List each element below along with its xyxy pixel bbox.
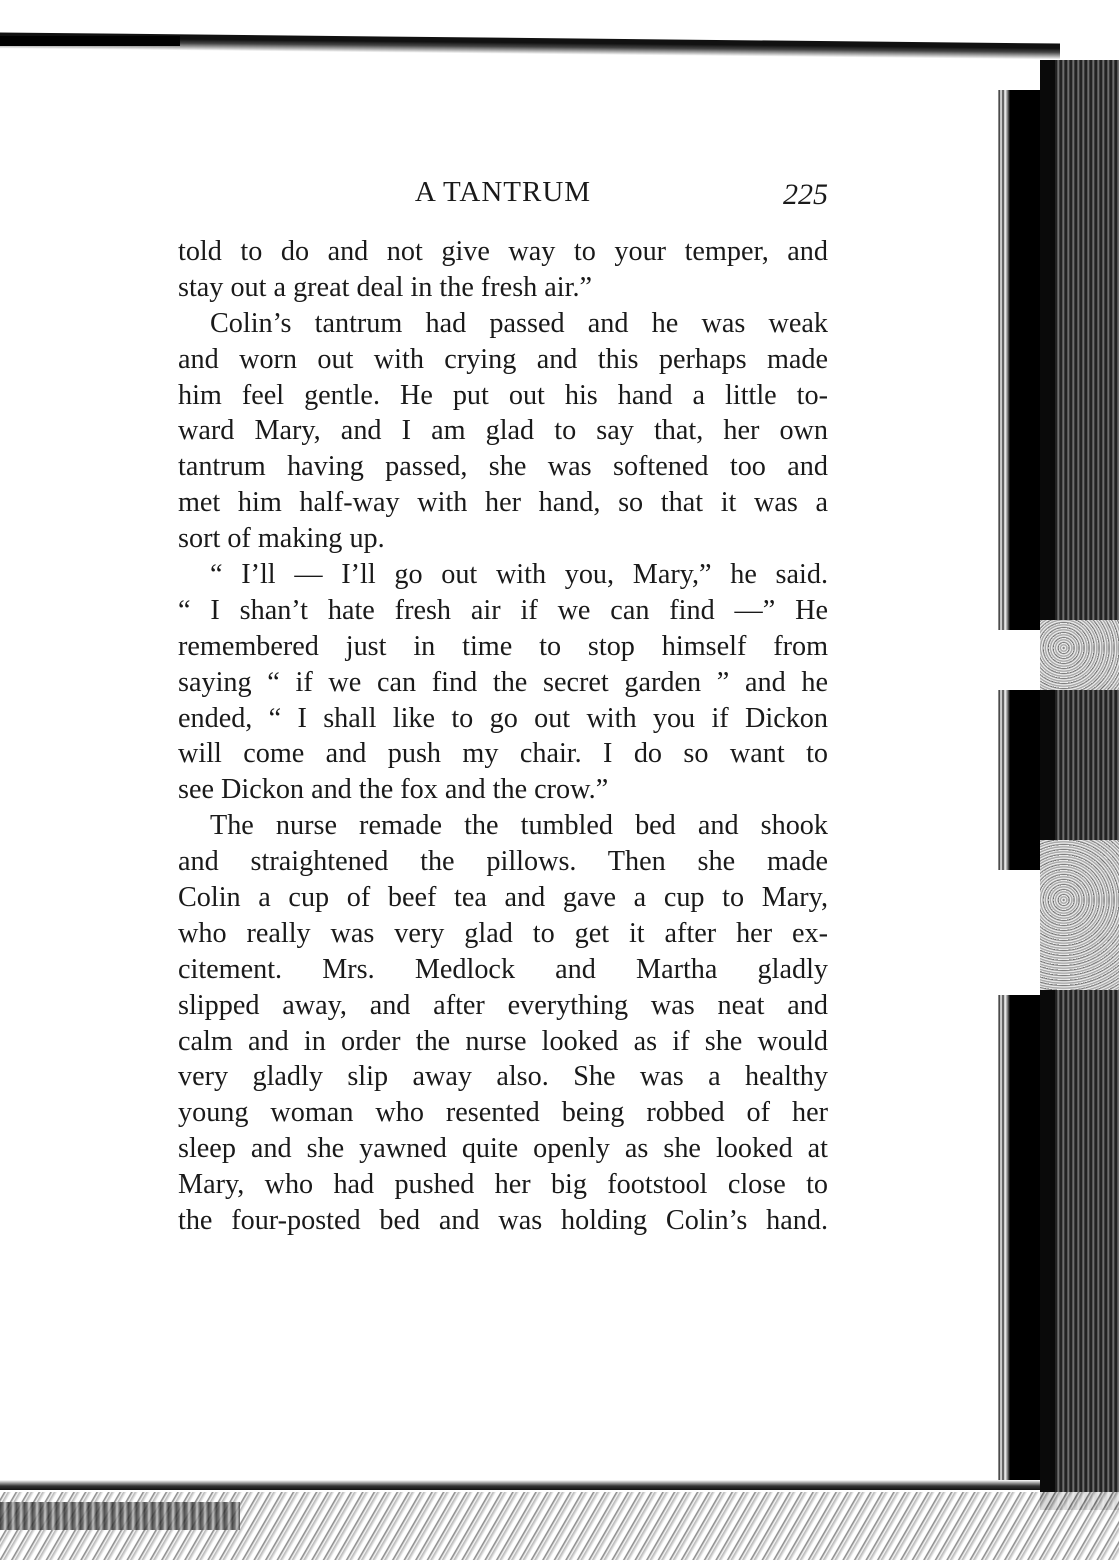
text-line: Colin a cup of beef tea and gave a cup to Mary, bbox=[178, 882, 828, 914]
text-line: young woman who resented being robbed of her bbox=[178, 1097, 828, 1129]
text-line: see Dickon and the fox and the crow.” bbox=[178, 774, 609, 806]
text-line: the four-posted bed and was holding Colin’s hand. bbox=[178, 1205, 828, 1237]
text-line: Mary, who had pushed her big footstool close to bbox=[178, 1169, 828, 1201]
text-line: saying “ if we can find the secret garden ” and he bbox=[178, 666, 828, 698]
text-line: ended, “ I shall like to go out with you if Dickon bbox=[178, 702, 828, 734]
page-header bbox=[178, 176, 828, 226]
text-line: calm and in order the nurse looked as if she would bbox=[178, 1025, 828, 1057]
binding-block-3 bbox=[990, 995, 1040, 1485]
text-line: told to do and not give way to your temper, and bbox=[178, 236, 828, 267]
body-text bbox=[178, 234, 828, 1239]
scan-noise-2 bbox=[1040, 840, 1119, 990]
scan-noise-bottom-left bbox=[0, 1502, 240, 1530]
text-line: slipped away, and after everything was neat and bbox=[178, 989, 828, 1021]
text-line: stay out a great deal in the fresh air.” bbox=[178, 271, 593, 303]
text-line: ward Mary, and I am glad to say that, her own bbox=[178, 415, 828, 447]
text-line: “ I’ll — I’ll go out with you, Mary,” he said. bbox=[210, 559, 828, 591]
text-line: “ I shan’t hate fresh air if we can find —” He bbox=[178, 594, 828, 626]
text-line: sleep and she yawned quite openly as she looked at bbox=[178, 1133, 828, 1165]
text-line: Colin’s tantrum had passed and he was weak bbox=[210, 307, 828, 339]
text-line: and worn out with crying and this perhaps made bbox=[178, 343, 828, 375]
page-number: 225 bbox=[783, 178, 828, 211]
text-line: who really was very glad to get it after her ex- bbox=[178, 917, 828, 949]
scan-edge-bottom bbox=[0, 1480, 1040, 1490]
scan-binding-strip bbox=[990, 90, 1040, 1490]
text-line: remembered just in time to stop himself from bbox=[178, 630, 828, 662]
scan-edge-right-texture bbox=[1055, 60, 1119, 1510]
scan-edge-top-corner bbox=[0, 36, 180, 46]
text-line: sort of making up. bbox=[178, 523, 385, 555]
binding-block-2 bbox=[990, 690, 1040, 870]
running-head: A TANTRUM bbox=[414, 176, 592, 208]
scan-noise-1 bbox=[1040, 620, 1119, 690]
text-line: very gladly slip away also. She was a healthy bbox=[178, 1061, 828, 1093]
text-line: met him half-way with her hand, so that it was a bbox=[178, 487, 828, 519]
text-line: The nurse remade the tumbled bed and shook bbox=[210, 810, 828, 842]
text-line: and straightened the pillows. Then she made bbox=[178, 846, 828, 878]
text-line: citement. Mrs. Medlock and Martha gladly bbox=[178, 953, 828, 985]
binding-block-1 bbox=[990, 90, 1040, 630]
text-line: will come and push my chair. I do so want to bbox=[178, 738, 828, 770]
text-line: him feel gentle. He put out his hand a little to- bbox=[178, 379, 828, 411]
text-line: tantrum having passed, she was softened too and bbox=[178, 451, 828, 483]
